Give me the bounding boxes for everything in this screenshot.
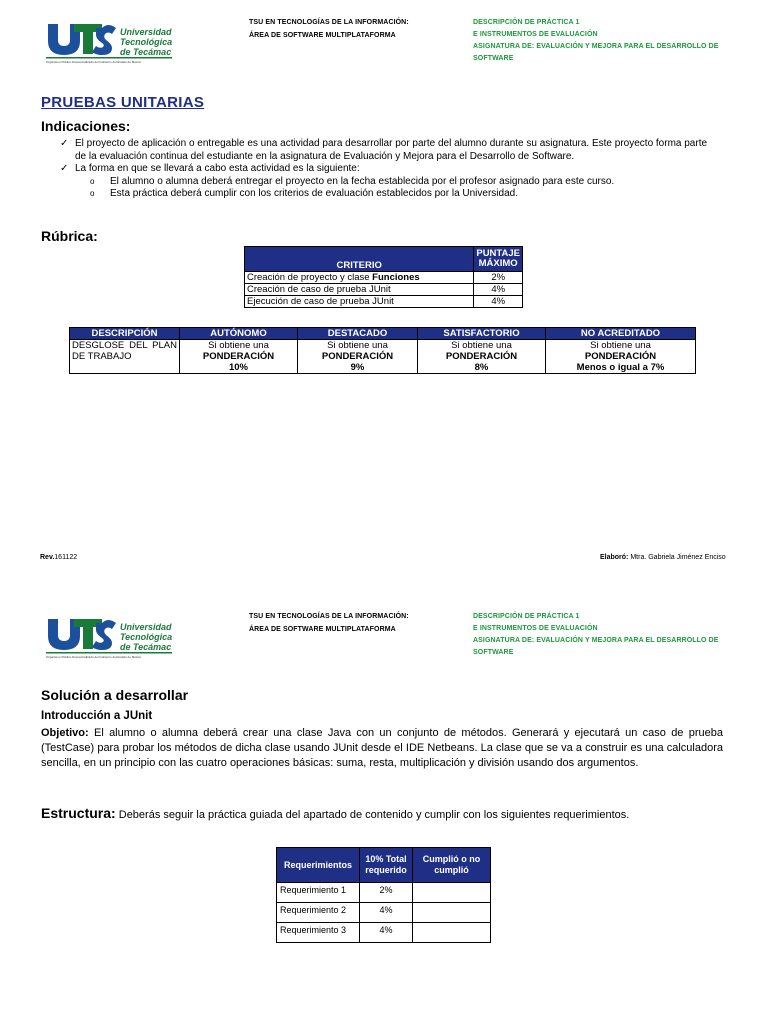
header-program-page2 (249, 610, 409, 636)
criterio-cell: Creación de proyecto y clase Funciones (245, 272, 474, 284)
rubric-cell: Si obtiene una PONDERACIÓN Menos o igual a 7% (546, 340, 696, 374)
ut-logo-icon (44, 613, 174, 659)
req-percent-cell: 4% (360, 903, 413, 923)
sub-bullet-text: El alumno o alumna deberá entregar el proyecto en la fecha establecida por el profesor asignado para este curso. (110, 175, 615, 187)
table-row (277, 883, 491, 903)
header-practice-line2: E INSTRUMENTOS DE EVALUACIÓN (473, 625, 598, 632)
req-percent-cell: 2% (360, 883, 413, 903)
list-item (60, 138, 720, 163)
req-header-percent: 10% Total requerido (360, 848, 413, 883)
criterio-cell: Creación de caso de prueba JUnit (245, 284, 474, 296)
table-header-row (70, 328, 696, 340)
header-practice-line4: SOFTWARE (473, 649, 514, 656)
header-practice-line4: SOFTWARE (473, 55, 514, 62)
header-practice-line3: ASIGNATURA DE: EVALUACIÓN Y MEJORA PARA EL DESARROLLO DE (473, 43, 719, 50)
puntaje-cell: 2% (474, 272, 523, 284)
criterio-header: CRITERIO (245, 247, 474, 272)
rubrica-heading (41, 228, 98, 244)
svg-text:Universidad: Universidad (120, 27, 172, 37)
indicaciones-heading-text: Indicaciones: (41, 118, 131, 134)
checkmark-icon: ✓ (60, 138, 69, 149)
rubric-table (69, 327, 696, 374)
table-row (245, 272, 523, 284)
svg-text:Tecnológica: Tecnológica (120, 37, 173, 47)
bullet-text: El proyecto de aplicación o entregable es una actividad para desarrollar por parte del alumno durante su asignatura. Este proyecto forma parte de la evaluación continua del estudiante en la asignatura de Evaluación y Mejora para el Desarrollo de Software. (75, 138, 708, 162)
elaboro-label: Elaboró: Mtra. Gabriela Jiménez Enciso (600, 554, 726, 561)
criterio-cell: Ejecución de caso de prueba JUnit (245, 296, 474, 308)
estructura-text: Deberás seguir la práctica guiada del apartado de contenido y cumplir con los siguientes requerimientos. (115, 809, 630, 821)
req-status-cell (413, 883, 491, 903)
criteria-table (244, 246, 523, 308)
svg-text:Organismo Público Descentraliz: Organismo Público Descentralizado del Gobierno del Estado de México (46, 60, 142, 64)
estructura-label: Estructura: (41, 805, 116, 821)
req-name-cell: Requerimiento 2 (277, 903, 360, 923)
puntaje-cell: 4% (474, 284, 523, 296)
page-title: PRUEBAS UNITARIAS (41, 94, 205, 111)
header-practice (473, 17, 733, 65)
indicaciones-heading (41, 118, 130, 134)
rubrica-heading-text: Rúbrica: (41, 228, 98, 244)
req-header-name: Requerimientos (277, 848, 360, 883)
header-program-line2: ÁREA DE SOFTWARE MULTIPLATAFORMA (249, 32, 396, 39)
req-status-cell (413, 923, 491, 943)
svg-text:de Tecámac: de Tecámac (120, 47, 172, 57)
intro-subheading: Introducción a JUnit (41, 710, 153, 722)
list-item (60, 188, 720, 201)
sub-bullet-text: Esta práctica deberá cumplir con los criterios de evaluación establecidos por la Universidad. (110, 188, 518, 199)
table-row (277, 923, 491, 943)
header-program (249, 16, 409, 42)
objetivo-paragraph (41, 726, 723, 771)
revision-label: Rev.161122 (40, 554, 78, 561)
estructura-paragraph (41, 805, 629, 821)
rubric-cell: Si obtiene una PONDERACIÓN 9% (298, 340, 418, 374)
header-practice-line2: E INSTRUMENTOS DE EVALUACIÓN (473, 31, 598, 38)
table-row (245, 284, 523, 296)
header-practice-page2 (473, 611, 733, 659)
objetivo-label: Objetivo: (41, 727, 89, 739)
circle-bullet-icon: o (90, 176, 95, 186)
circle-bullet-icon: o (90, 189, 95, 198)
req-percent-cell: 4% (360, 923, 413, 943)
svg-text:Tecnológica: Tecnológica (120, 632, 173, 642)
header-practice-line1: DESCRIPCIÓN DE PRÁCTICA 1 (473, 19, 580, 26)
rubric-header-destacado: DESTACADO (298, 328, 418, 340)
header-program-line1: TSU EN TECNOLOGÍAS DE LA INFORMACIÓN: (249, 19, 409, 26)
svg-text:de Tecámac: de Tecámac (120, 642, 172, 652)
header-practice-line3: ASIGNATURA DE: EVALUACIÓN Y MEJORA PARA EL DESARROLLO DE (473, 637, 719, 644)
list-item (60, 163, 720, 176)
header-program-line2: ÁREA DE SOFTWARE MULTIPLATAFORMA (249, 626, 396, 633)
requirements-table (276, 847, 491, 943)
req-name-cell: Requerimiento 3 (277, 923, 360, 943)
objetivo-text: El alumno o alumna deberá crear una clase Java con un conjunto de métodos. Generará y ejecutará un caso de prueba (TestCase) para probar los métodos de dicha clase usando JUnit desde el IDE Netbeans. La clase que se va a construir es una calculadora sencilla, en un principio con las cuatro operaciones básicas: suma, resta, multiplicación y división usando dos argumentos. (41, 727, 723, 769)
req-status-cell (413, 903, 491, 923)
header-program-line1: TSU EN TECNOLOGÍAS DE LA INFORMACIÓN: (249, 613, 409, 620)
ut-logo-icon (44, 18, 174, 64)
table-header-row (245, 247, 523, 272)
rubric-cell: Si obtiene una PONDERACIÓN 10% (180, 340, 298, 374)
svg-text:Organismo Público Descentraliz: Organismo Público Descentralizado del Gobierno del Estado de México (46, 655, 142, 659)
rubric-header-autonomo: AUTÓNOMO (180, 328, 298, 340)
table-row (70, 340, 696, 374)
header-practice-line1: DESCRIPCIÓN DE PRÁCTICA 1 (473, 613, 580, 620)
solution-heading: Solución a desarrollar (41, 687, 189, 703)
rubric-desc-cell: DESGLOSE DEL PLAN DE TRABAJO (70, 340, 180, 374)
svg-text:Universidad: Universidad (120, 622, 172, 632)
rubric-header-satisfactorio: SATISFACTORIO (418, 328, 546, 340)
table-row (277, 903, 491, 923)
req-name-cell: Requerimiento 1 (277, 883, 360, 903)
university-logo (44, 18, 174, 69)
indicaciones-list (60, 138, 720, 201)
puntaje-cell: 4% (474, 296, 523, 308)
rubric-cell: Si obtiene una PONDERACIÓN 8% (418, 340, 546, 374)
list-item (60, 176, 720, 189)
table-header-row (277, 848, 491, 883)
req-header-status: Cumplió o no cumplió (413, 848, 491, 883)
rubric-header-no-acreditado: NO ACREDITADO (546, 328, 696, 340)
checkmark-icon: ✓ (60, 163, 69, 174)
university-logo-page2 (44, 613, 174, 664)
rubric-header-descripcion: DESCRIPCIÓN (70, 328, 180, 340)
table-row (245, 296, 523, 308)
bullet-text: La forma en que se llevará a cabo esta actividad es la siguiente: (75, 163, 360, 174)
puntaje-header: PUNTAJE MÁXIMO (474, 247, 523, 272)
